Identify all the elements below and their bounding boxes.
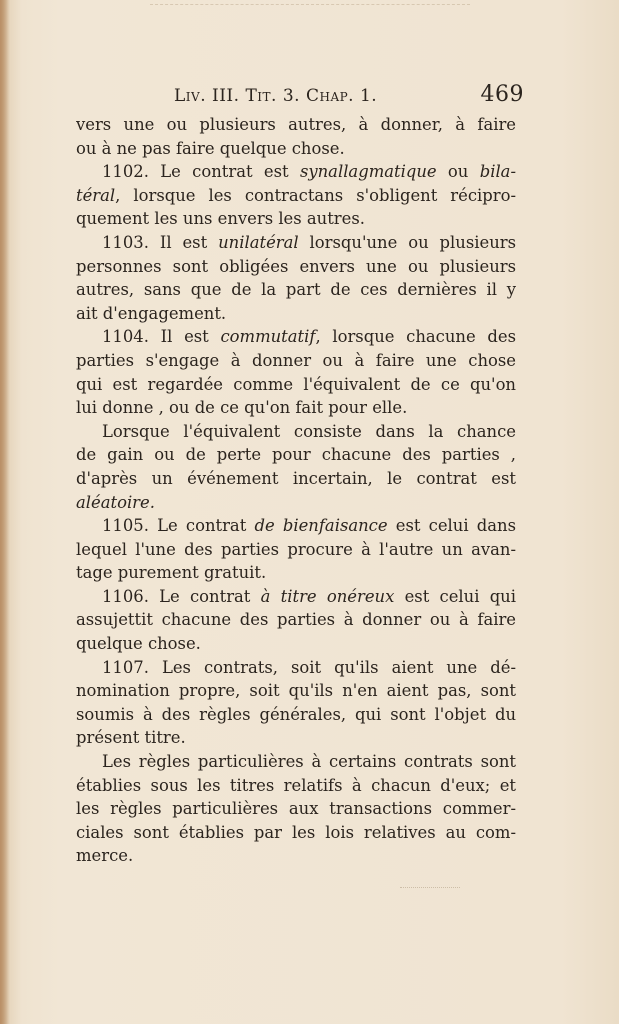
- text-line: [76, 325, 516, 349]
- text-line: tage purement gratuit.: [76, 563, 267, 583]
- text-line: lequel l'une des parties procure à l'autre un avan-: [76, 539, 516, 559]
- page-blemish: [400, 885, 460, 888]
- text-line: ait d'engagement.: [76, 303, 227, 323]
- text-segment: ou: [436, 162, 480, 182]
- text-line: [76, 514, 516, 538]
- text-line: [76, 491, 516, 515]
- text-line: de gain ou de perte pour chacune des parties ,: [76, 445, 516, 465]
- running-header: [100, 84, 530, 112]
- text-line: [76, 231, 516, 255]
- body-text: [76, 113, 516, 868]
- text-line: [76, 160, 516, 184]
- italic-term: unilatéral: [218, 232, 299, 252]
- text-line: autres, sans que de la part de ces dernières il y: [76, 280, 516, 300]
- text-line: parties s'engage à donner ou à faire une chose: [76, 350, 516, 370]
- text-line: [76, 184, 516, 208]
- text-line: personnes sont obligées envers une ou plusieurs: [76, 256, 516, 276]
- text-segment: est celui dans: [387, 516, 516, 536]
- text-segment: 1103. Il est: [102, 232, 219, 252]
- italic-term: bila-: [479, 162, 516, 182]
- text-line: d'après un événement incertain, le contrat est: [76, 468, 516, 488]
- text-line: Lorsque l'équivalent consiste dans la chance: [102, 421, 516, 441]
- page-top-edge: [150, 0, 470, 5]
- text-line: quement les uns envers les autres.: [76, 209, 365, 229]
- text-line: Les règles particulières à certains contrats sont: [102, 752, 516, 772]
- text-segment: 1102. Le contrat est: [102, 162, 300, 182]
- text-segment: lorsqu'une ou plusieurs: [298, 232, 516, 252]
- text-line: vers une ou plusieurs autres, à donner, à faire: [76, 115, 516, 134]
- text-line: ou à ne pas faire quelque chose.: [76, 138, 345, 158]
- text-segment: 1106. Le contrat: [102, 586, 261, 606]
- text-line: les règles particulières aux transactions commer-: [76, 799, 516, 819]
- text-line: quelque chose.: [76, 634, 201, 654]
- italic-term: synallagmatique: [299, 162, 437, 182]
- binding-shadow: [0, 0, 10, 1024]
- text-line: merce.: [76, 846, 134, 866]
- text-segment: 1104. Il est: [102, 327, 221, 347]
- text-segment: , lorsque les contractans s'obligent récipro-: [115, 185, 516, 205]
- italic-term: à titre onéreux: [260, 586, 395, 606]
- text-line: soumis à des règles générales, qui sont l'objet du: [76, 704, 516, 724]
- text-line: assujettit chacune des parties à donner ou à faire: [76, 610, 516, 630]
- text-line: qui est regardée comme l'équivalent de ce qu'on: [76, 374, 516, 394]
- text-line: présent titre.: [76, 728, 186, 748]
- italic-term: téral: [76, 185, 116, 205]
- text-line: [76, 585, 516, 609]
- text-segment: 1105. Le contrat: [102, 516, 255, 536]
- text-line: 1107. Les contrats, soit qu'ils aient une dé-: [102, 657, 516, 677]
- text-line: lui donne , ou de ce qu'on fait pour elle.: [76, 398, 408, 418]
- text-line: ciales sont établies par les lois relatives au com-: [76, 822, 516, 842]
- text-segment: est celui qui: [394, 586, 516, 606]
- text-segment: , lorsque chacune des: [315, 327, 516, 347]
- italic-term: aléatoire.: [76, 492, 155, 512]
- running-title: Liv. III. Tit. 3. Chap. 1.: [174, 86, 378, 106]
- page-number: 469: [480, 82, 524, 107]
- text-line: établies sous les titres relatifs à chacun d'eux; et: [76, 775, 516, 795]
- italic-term: de bienfaisance: [254, 516, 388, 536]
- text-line: nomination propre, soit qu'ils n'en aient pas, sont: [76, 681, 516, 701]
- italic-term: commutatif: [220, 327, 316, 347]
